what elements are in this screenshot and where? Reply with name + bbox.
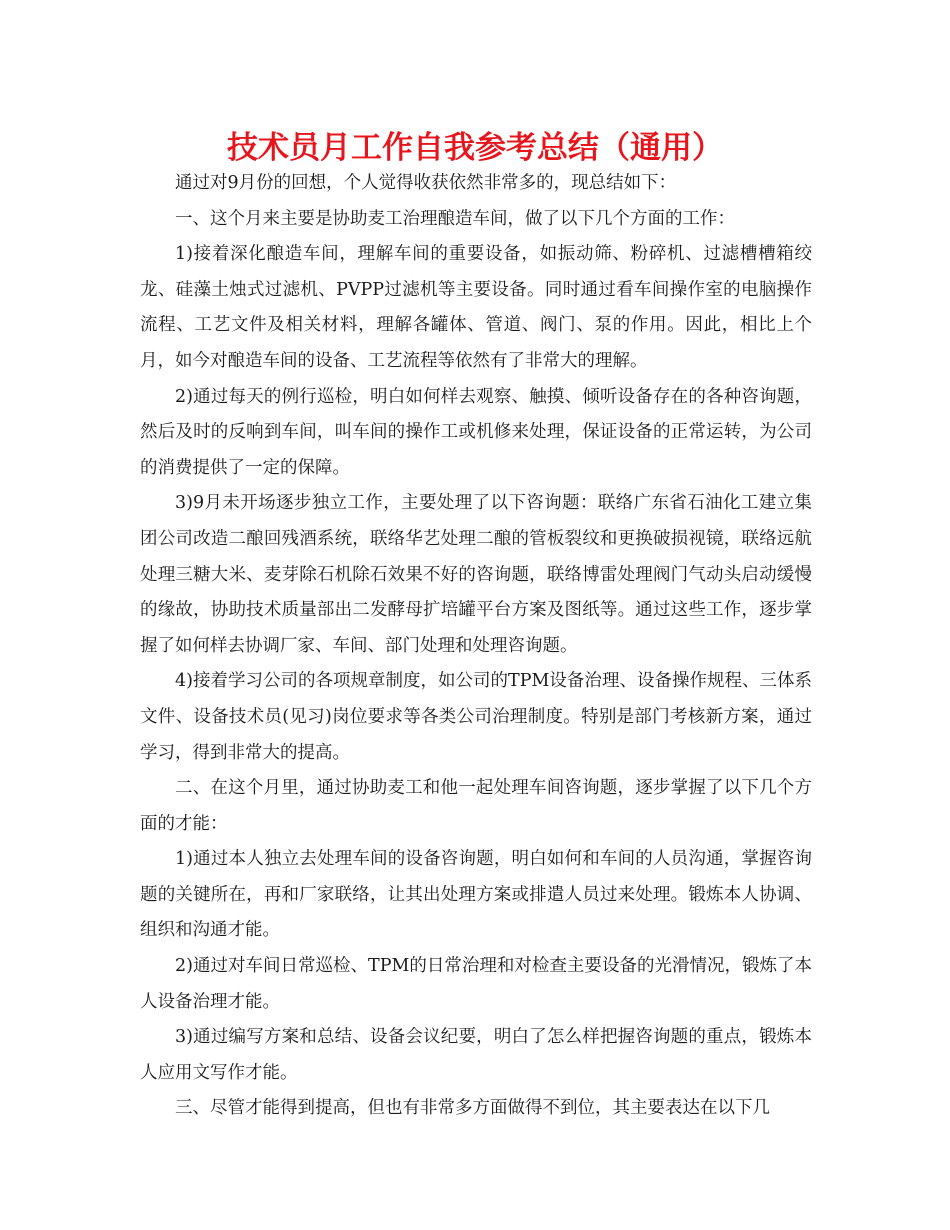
paragraph-section-3-heading: 三、尽管才能得到提高，但也有非常多方面做得不到位，其主要表达在以下几: [175, 1098, 770, 1119]
paragraph-intro: 通过对9月份的回想，个人觉得收获依然非常多的，现总结如下：: [175, 173, 677, 193]
paragraph-section-1-item-3: 3)9月未开场逐步独立工作，主要处理了以下咨询题：联络广东省石油化工建立集团公司改造二酿回残酒系统，联络华艺处理二酿的管板裂纹和更换破损视镜，联络远航处理三糖大米、麦芽除石机除石效果不好的咨询题，联络博雷处理阀门气动头启动缓慢的缘故，协助技术质量部出二发酵母扩培罐平台方案及图纸等。通过这些工作，逐步掌握了如何样去协调厂家、车间、部门处理和处理咨询题。: [140, 493, 812, 656]
paragraph-section-1-item-4: 4)接着学习公司的各项规章制度，如公司的TPM设备治理、设备操作规程、三体系文件、设备技术员(见习)岗位要求等各类公司治理制度。特别是部门考核新方案，通过学习，得到非常大的提高。: [140, 671, 812, 763]
paragraph-section-2-item-3: 3)通过编写方案和总结、设备会议纪要，明白了怎么样把握咨询题的重点，锻炼本人应用文写作才能。: [140, 1027, 812, 1083]
paragraph-section-1-item-1: 1)接着深化酿造车间，理解车间的重要设备，如振动筛、粉碎机、过滤槽槽箱绞龙、硅藻土烛式过滤机、PVPP过滤机等主要设备。同时通过看车间操作室的电脑操作流程、工艺文件及相关材料，理解各罐体、管道、阀门、泵的作用。因此，相比上个月，如今对酿造车间的设备、工艺流程等依然有了非常大的理解。: [140, 244, 812, 371]
paragraph-section-1-heading: 一、这个月来主要是协助麦工治理酿造车间，做了以下几个方面的工作：: [175, 208, 735, 229]
paragraph-section-1-item-2: 2)通过每天的例行巡检，明白如何样去观察、触摸、倾听设备存在的各种咨询题，然后及时的反响到车间，叫车间的操作工或机修来处理，保证设备的正常运转，为公司的消费提供了一定的保障。: [140, 386, 812, 478]
paragraph-section-2-heading: 二、在这个月里，通过协助麦工和他一起处理车间咨询题，逐步掌握了以下几个方面的才能：: [140, 778, 812, 834]
document-title: 技术员月工作自我参考总结（通用）: [227, 130, 723, 166]
document-body: [140, 166, 812, 1127]
paragraph-section-2-item-1: 1)通过本人独立去处理车间的设备咨询题，明白如何和车间的人员沟通，掌握咨询题的关键所在，再和厂家联络，让其出处理方案或排遣人员过来处理。锻炼本人协调、组织和沟通才能。: [140, 849, 812, 941]
paragraph-section-2-item-2: 2)通过对车间日常巡检、TPM的日常治理和对检查主要设备的光滑情况，锻炼了本人设备治理才能。: [140, 956, 812, 1012]
